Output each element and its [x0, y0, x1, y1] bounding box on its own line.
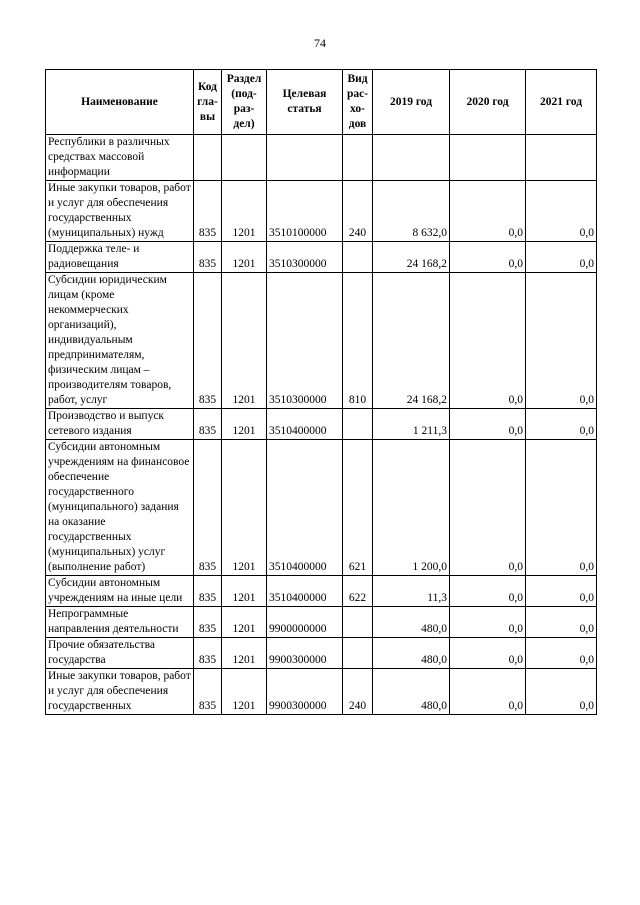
- row-2020: 0,0: [450, 409, 526, 440]
- table-row: [46, 181, 597, 242]
- row-target: 3510400000: [267, 409, 343, 440]
- row-2021: 0,0: [526, 607, 597, 638]
- row-vid: [343, 607, 373, 638]
- row-vid: 621: [343, 440, 373, 576]
- row-vid: [343, 409, 373, 440]
- row-2020: 0,0: [450, 181, 526, 242]
- row-2020: 0,0: [450, 440, 526, 576]
- row-2021: 0,0: [526, 181, 597, 242]
- row-vid: 240: [343, 181, 373, 242]
- row-2019: 24 168,2: [373, 273, 450, 409]
- row-name: Непрограммные направления деятельности: [46, 607, 194, 638]
- table-row: [46, 242, 597, 273]
- row-code: 835: [194, 409, 222, 440]
- row-name: Субсидии автономным учреждениям на финансовое обеспечение государственного (муниципального) задания на оказание государственных (муниципальных) услуг (выполнение работ): [46, 440, 194, 576]
- page-number: 74: [314, 36, 326, 50]
- row-vid: [343, 135, 373, 181]
- table-row: [46, 273, 597, 409]
- row-2019: 480,0: [373, 638, 450, 669]
- row-2021: 0,0: [526, 242, 597, 273]
- row-2020: 0,0: [450, 638, 526, 669]
- row-code: 835: [194, 440, 222, 576]
- header-2019: 2019 год: [373, 70, 450, 135]
- row-target: 9900000000: [267, 607, 343, 638]
- row-2020: [450, 135, 526, 181]
- row-vid: [343, 242, 373, 273]
- table-row: [46, 638, 597, 669]
- row-2020: 0,0: [450, 576, 526, 607]
- row-2020: 0,0: [450, 607, 526, 638]
- row-code: 835: [194, 242, 222, 273]
- row-section: 1201: [222, 440, 267, 576]
- row-vid: 622: [343, 576, 373, 607]
- budget-table: [45, 69, 597, 715]
- row-code: 835: [194, 576, 222, 607]
- row-target: [267, 135, 343, 181]
- row-vid: [343, 638, 373, 669]
- row-section: 1201: [222, 409, 267, 440]
- row-section: 1201: [222, 669, 267, 715]
- table-row: [46, 669, 597, 715]
- row-2021: [526, 135, 597, 181]
- row-2019: 480,0: [373, 669, 450, 715]
- row-name: Республики в различных средствах массовой информации: [46, 135, 194, 181]
- row-section: 1201: [222, 242, 267, 273]
- row-2019: 1 200,0: [373, 440, 450, 576]
- row-code: 835: [194, 273, 222, 409]
- header-code: Код гла- вы: [194, 70, 222, 135]
- row-code: 835: [194, 669, 222, 715]
- row-2021: 0,0: [526, 409, 597, 440]
- table-row: [46, 135, 597, 181]
- row-target: 3510400000: [267, 440, 343, 576]
- row-2019: 11,3: [373, 576, 450, 607]
- row-name: Производство и выпуск сетевого издания: [46, 409, 194, 440]
- row-2021: 0,0: [526, 669, 597, 715]
- header-vid: Вид рас- хо- дов: [343, 70, 373, 135]
- row-section: [222, 135, 267, 181]
- row-section: 1201: [222, 638, 267, 669]
- row-2021: 0,0: [526, 638, 597, 669]
- row-2020: 0,0: [450, 242, 526, 273]
- row-code: 835: [194, 607, 222, 638]
- row-target: 9900300000: [267, 638, 343, 669]
- row-name: Иные закупки товаров, работ и услуг для обеспечения государственных: [46, 669, 194, 715]
- header-2021: 2021 год: [526, 70, 597, 135]
- row-name: Иные закупки товаров, работ и услуг для обеспечения государственных (муниципальных) нужд: [46, 181, 194, 242]
- row-2021: 0,0: [526, 440, 597, 576]
- header-section: Раздел (под- раз- дел): [222, 70, 267, 135]
- row-target: 9900300000: [267, 669, 343, 715]
- header-target: Целевая статья: [267, 70, 343, 135]
- row-section: 1201: [222, 607, 267, 638]
- row-code: 835: [194, 638, 222, 669]
- row-name: Субсидии автономным учреждениям на иные цели: [46, 576, 194, 607]
- row-2019: 24 168,2: [373, 242, 450, 273]
- table-row: [46, 607, 597, 638]
- row-2021: 0,0: [526, 273, 597, 409]
- row-vid: 810: [343, 273, 373, 409]
- row-target: 3510400000: [267, 576, 343, 607]
- table-row: [46, 409, 597, 440]
- header-2020: 2020 год: [450, 70, 526, 135]
- header-name: Наименование: [46, 70, 194, 135]
- row-code: 835: [194, 181, 222, 242]
- row-code: [194, 135, 222, 181]
- row-target: 3510300000: [267, 242, 343, 273]
- row-target: 3510300000: [267, 273, 343, 409]
- row-name: Прочие обязательства государства: [46, 638, 194, 669]
- row-2019: 8 632,0: [373, 181, 450, 242]
- row-2020: 0,0: [450, 273, 526, 409]
- row-2020: 0,0: [450, 669, 526, 715]
- row-section: 1201: [222, 181, 267, 242]
- table-row: [46, 440, 597, 576]
- table-header-row: [46, 70, 597, 135]
- row-section: 1201: [222, 576, 267, 607]
- row-name: Субсидии юридическим лицам (кроме некоммерческих организаций), индивидуальным предпринимателям, физическим лицам – производителям товаров, работ, услуг: [46, 273, 194, 409]
- row-2019: [373, 135, 450, 181]
- row-2019: 480,0: [373, 607, 450, 638]
- table-row: [46, 576, 597, 607]
- row-section: 1201: [222, 273, 267, 409]
- row-2019: 1 211,3: [373, 409, 450, 440]
- row-vid: 240: [343, 669, 373, 715]
- row-name: Поддержка теле- и радиовещания: [46, 242, 194, 273]
- row-target: 3510100000: [267, 181, 343, 242]
- row-2021: 0,0: [526, 576, 597, 607]
